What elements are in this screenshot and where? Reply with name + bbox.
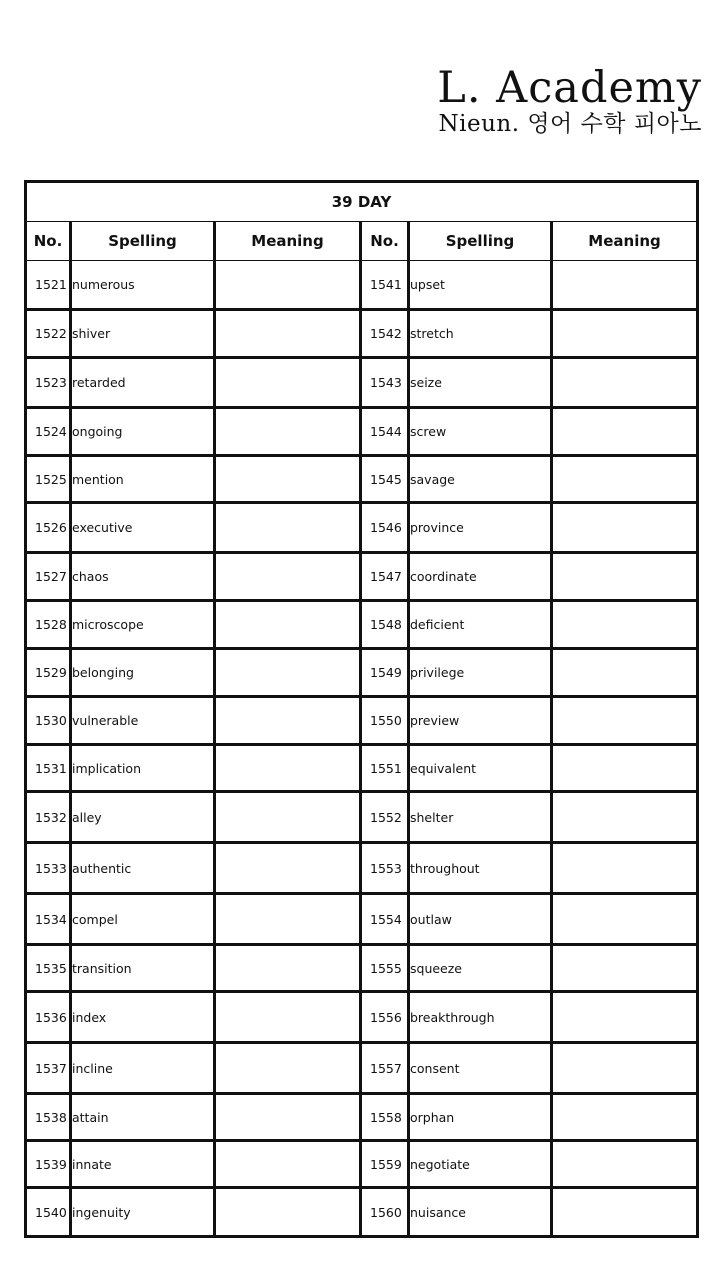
table-row [26, 745, 698, 792]
word-number: 1523 [26, 358, 71, 408]
table-row [26, 310, 698, 358]
header-spelling: Spelling [71, 222, 215, 261]
meaning-cell[interactable] [215, 945, 361, 992]
word-number: 1524 [26, 408, 71, 456]
word-spelling: shelter [409, 792, 552, 843]
word-spelling: shiver [71, 310, 215, 358]
header-no: No. [26, 222, 71, 261]
header-row [26, 222, 698, 261]
day-title-row [26, 182, 698, 222]
meaning-cell[interactable] [215, 310, 361, 358]
word-number: 1557 [361, 1043, 409, 1094]
table-row [26, 992, 698, 1043]
word-spelling: mention [71, 456, 215, 503]
meaning-cell[interactable] [215, 697, 361, 745]
word-number: 1556 [361, 992, 409, 1043]
brand-title: L. Academy [437, 63, 702, 113]
meaning-cell[interactable] [215, 503, 361, 553]
word-spelling: upset [409, 261, 552, 310]
word-spelling: microscope [71, 601, 215, 649]
word-spelling: belonging [71, 649, 215, 697]
header-no: No. [361, 222, 409, 261]
word-spelling: negotiate [409, 1141, 552, 1188]
meaning-cell[interactable] [552, 601, 698, 649]
word-number: 1545 [361, 456, 409, 503]
meaning-cell[interactable] [552, 503, 698, 553]
meaning-cell[interactable] [215, 358, 361, 408]
meaning-cell[interactable] [215, 553, 361, 601]
word-number: 1536 [26, 992, 71, 1043]
word-number: 1537 [26, 1043, 71, 1094]
meaning-cell[interactable] [215, 408, 361, 456]
table-row [26, 792, 698, 843]
word-spelling: orphan [409, 1094, 552, 1141]
word-spelling: preview [409, 697, 552, 745]
word-spelling: innate [71, 1141, 215, 1188]
word-spelling: ongoing [71, 408, 215, 456]
word-spelling: authentic [71, 843, 215, 894]
word-spelling: executive [71, 503, 215, 553]
meaning-cell[interactable] [215, 1188, 361, 1237]
meaning-cell[interactable] [215, 1043, 361, 1094]
word-number: 1542 [361, 310, 409, 358]
word-spelling: privilege [409, 649, 552, 697]
word-number: 1533 [26, 843, 71, 894]
meaning-cell[interactable] [552, 553, 698, 601]
table-row [26, 697, 698, 745]
meaning-cell[interactable] [215, 792, 361, 843]
word-spelling: consent [409, 1043, 552, 1094]
word-number: 1546 [361, 503, 409, 553]
word-spelling: throughout [409, 843, 552, 894]
word-spelling: transition [71, 945, 215, 992]
table-row [26, 358, 698, 408]
table-row [26, 456, 698, 503]
word-number: 1529 [26, 649, 71, 697]
word-number: 1544 [361, 408, 409, 456]
word-spelling: compel [71, 894, 215, 945]
meaning-cell[interactable] [215, 843, 361, 894]
meaning-cell[interactable] [552, 843, 698, 894]
word-number: 1559 [361, 1141, 409, 1188]
table-row [26, 601, 698, 649]
meaning-cell[interactable] [215, 894, 361, 945]
word-number: 1547 [361, 553, 409, 601]
word-number: 1554 [361, 894, 409, 945]
brand-logo [437, 63, 702, 137]
word-number: 1527 [26, 553, 71, 601]
word-number: 1534 [26, 894, 71, 945]
word-spelling: attain [71, 1094, 215, 1141]
table-row [26, 553, 698, 601]
meaning-cell[interactable] [552, 358, 698, 408]
word-spelling: squeeze [409, 945, 552, 992]
meaning-cell[interactable] [552, 894, 698, 945]
word-spelling: seize [409, 358, 552, 408]
meaning-cell[interactable] [552, 1043, 698, 1094]
word-spelling: implication [71, 745, 215, 792]
word-number: 1553 [361, 843, 409, 894]
meaning-cell[interactable] [215, 992, 361, 1043]
word-spelling: equivalent [409, 745, 552, 792]
meaning-cell[interactable] [552, 1188, 698, 1237]
header-meaning: Meaning [552, 222, 698, 261]
meaning-cell[interactable] [552, 745, 698, 792]
vocabulary-table [24, 180, 699, 1238]
word-spelling: incline [71, 1043, 215, 1094]
meaning-cell[interactable] [215, 261, 361, 310]
meaning-cell[interactable] [215, 456, 361, 503]
word-number: 1538 [26, 1094, 71, 1141]
meaning-cell[interactable] [552, 649, 698, 697]
word-number: 1560 [361, 1188, 409, 1237]
word-number: 1528 [26, 601, 71, 649]
word-number: 1555 [361, 945, 409, 992]
word-spelling: nuisance [409, 1188, 552, 1237]
meaning-cell[interactable] [552, 261, 698, 310]
word-number: 1535 [26, 945, 71, 992]
word-spelling: alley [71, 792, 215, 843]
meaning-cell[interactable] [215, 1141, 361, 1188]
word-spelling: deficient [409, 601, 552, 649]
meaning-cell[interactable] [215, 649, 361, 697]
word-number: 1558 [361, 1094, 409, 1141]
table-row [26, 408, 698, 456]
table-row [26, 945, 698, 992]
word-spelling: chaos [71, 553, 215, 601]
word-number: 1531 [26, 745, 71, 792]
word-number: 1532 [26, 792, 71, 843]
meaning-cell[interactable] [552, 697, 698, 745]
table-row [26, 1141, 698, 1188]
table-row [26, 503, 698, 553]
word-spelling: stretch [409, 310, 552, 358]
meaning-cell[interactable] [552, 792, 698, 843]
brand-subtitle: Nieun. 영어 수학 피아노 [438, 111, 702, 137]
header-spelling: Spelling [409, 222, 552, 261]
word-number: 1543 [361, 358, 409, 408]
meaning-cell[interactable] [552, 456, 698, 503]
word-spelling: coordinate [409, 553, 552, 601]
word-spelling: numerous [71, 261, 215, 310]
meaning-cell[interactable] [552, 1094, 698, 1141]
day-title: 39 DAY [26, 182, 698, 222]
header-meaning: Meaning [215, 222, 361, 261]
word-spelling: outlaw [409, 894, 552, 945]
meaning-cell[interactable] [552, 1141, 698, 1188]
word-spelling: screw [409, 408, 552, 456]
word-number: 1526 [26, 503, 71, 553]
word-spelling: savage [409, 456, 552, 503]
table-row [26, 1094, 698, 1141]
meaning-cell[interactable] [552, 945, 698, 992]
word-number: 1552 [361, 792, 409, 843]
word-number: 1550 [361, 697, 409, 745]
table-row [26, 894, 698, 945]
word-number: 1540 [26, 1188, 71, 1237]
word-number: 1522 [26, 310, 71, 358]
table-row [26, 1188, 698, 1237]
table-row [26, 261, 698, 310]
meaning-cell[interactable] [552, 310, 698, 358]
word-spelling: vulnerable [71, 697, 215, 745]
word-number: 1530 [26, 697, 71, 745]
word-spelling: retarded [71, 358, 215, 408]
word-spelling: ingenuity [71, 1188, 215, 1237]
table-row [26, 1043, 698, 1094]
word-number: 1549 [361, 649, 409, 697]
table-row [26, 843, 698, 894]
meaning-cell[interactable] [215, 601, 361, 649]
meaning-cell[interactable] [552, 408, 698, 456]
word-number: 1521 [26, 261, 71, 310]
table-row [26, 649, 698, 697]
word-number: 1539 [26, 1141, 71, 1188]
word-spelling: index [71, 992, 215, 1043]
meaning-cell[interactable] [552, 992, 698, 1043]
word-number: 1548 [361, 601, 409, 649]
word-number: 1525 [26, 456, 71, 503]
word-spelling: province [409, 503, 552, 553]
word-number: 1551 [361, 745, 409, 792]
meaning-cell[interactable] [215, 1094, 361, 1141]
word-spelling: breakthrough [409, 992, 552, 1043]
word-number: 1541 [361, 261, 409, 310]
meaning-cell[interactable] [215, 745, 361, 792]
